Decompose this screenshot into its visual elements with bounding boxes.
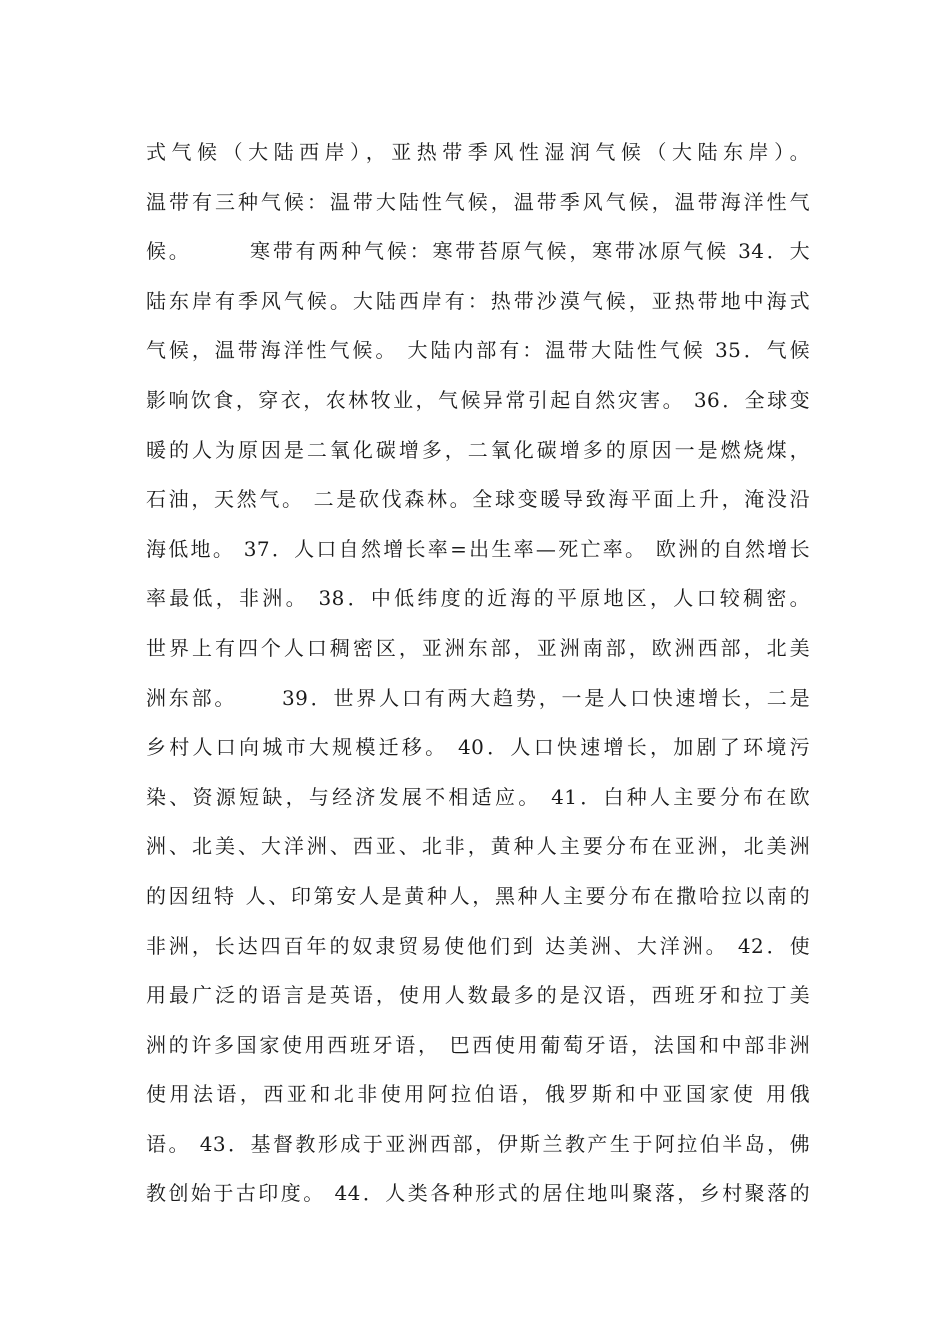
text-line: 染、资源短缺，与经济发展不相适应。 41．白种人主要分布在欧 — [146, 784, 810, 809]
text-line: 式气候（大陆西岸），亚热带季风性湿润气候（大陆东岸）。 — [146, 140, 810, 164]
text-line: 温带有三种气候：温带大陆性气候，温带季风气候，温带海洋性气 — [146, 189, 810, 214]
text-line: 气候，温带海洋性气候。 大陆内部有：温带大陆性气候 35．气候 — [146, 338, 810, 363]
text-line: 乡村人口向城市大规模迁移。 40．人口快速增长，加剧了环境污 — [146, 735, 810, 760]
text-line: 教创始于古印度。 44．人类各种形式的居住地叫聚落，乡村聚落的 — [146, 1181, 810, 1206]
text-line: 影响饮食，穿衣，农林牧业，气候异常引起自然灾害。 36．全球变 — [146, 387, 810, 412]
text-line: 洲东部。 39．世界人口有两大趋势，一是人口快速增长，二是 — [146, 685, 810, 710]
text-line: 洲、北美、大洋洲、西亚、北非，黄种人主要分布在亚洲，北美洲 — [146, 834, 810, 859]
body-text — [146, 128, 810, 1219]
text-line: 用最广泛的语言是英语，使用人数最多的是汉语，西班牙和拉丁美 — [146, 983, 810, 1008]
text-line: 石油，天然气。 二是砍伐森林。全球变暖导致海平面上升，淹没沿 — [146, 487, 810, 512]
text-line: 候。 寒带有两种气候：寒带苔原气候，寒带冰原气候 34．大 — [146, 239, 810, 264]
text-line: 率最低，非洲。 38．中低纬度的近海的平原地区，人口较稠密。 — [146, 586, 810, 611]
text-line: 语。 43．基督教形成于亚洲西部，伊斯兰教产生于阿拉伯半岛，佛 — [146, 1131, 810, 1156]
text-line: 陆东岸有季风气候。大陆西岸有：热带沙漠气候，亚热带地中海式 — [146, 288, 810, 313]
text-line: 的因纽特 人、印第安人是黄种人，黑种人主要分布在撒哈拉以南的 — [146, 883, 810, 908]
text-line: 海低地。 37．人口自然增长率=出生率—死亡率。 欧洲的自然增长 — [146, 536, 810, 561]
text-line: 暖的人为原因是二氧化碳增多，二氧化碳增多的原因一是燃烧煤， — [146, 437, 810, 462]
text-line: 非洲，长达四百年的奴隶贸易使他们到 达美洲、大洋洲。 42．使 — [146, 933, 810, 958]
text-line: 使用法语，西亚和北非使用阿拉伯语，俄罗斯和中亚国家使 用俄 — [146, 1082, 810, 1107]
text-line: 洲的许多国家使用西班牙语， 巴西使用葡萄牙语，法国和中部非洲 — [146, 1032, 810, 1057]
text-line: 世界上有四个人口稠密区，亚洲东部，亚洲南部，欧洲西部，北美 — [146, 635, 810, 660]
